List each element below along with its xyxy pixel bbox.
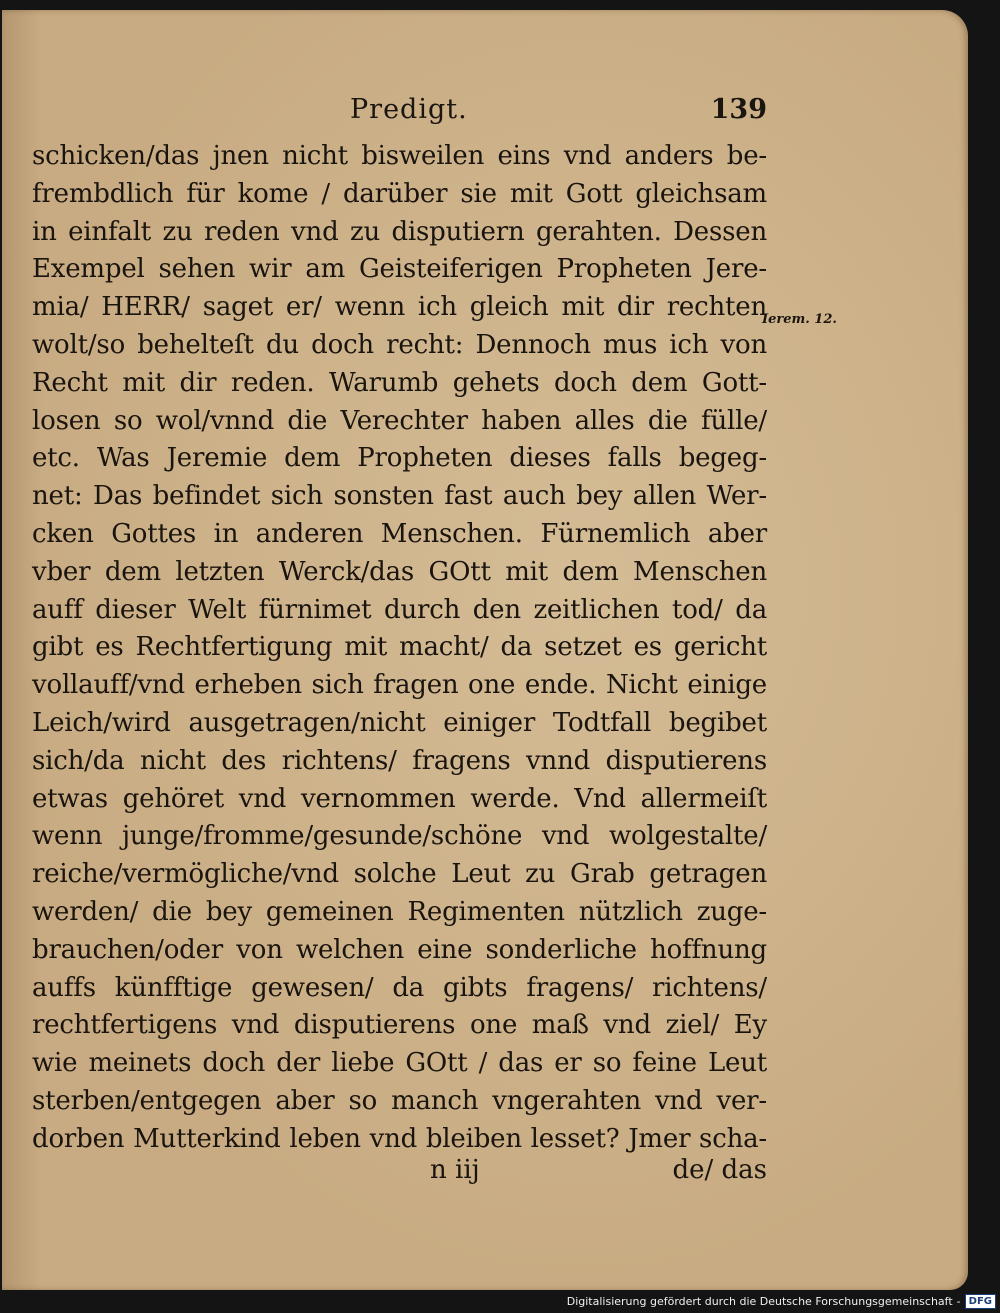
text-line: wolt/so behelteſt du doch recht: Dennoch mus ich von	[32, 329, 767, 360]
text-line: sich/da nicht des richtens/ fragens vnnd disputierens	[32, 745, 767, 776]
text-line: brauchen/oder von welchen eine sonderliche hoffnung	[32, 934, 767, 965]
text-line: etwas gehöret vnd vernommen werde. Vnd allermeiſt	[32, 783, 767, 814]
book-page	[2, 10, 968, 1290]
text-line: mia/ HERR/ saget er/ wenn ich gleich mit dir rechten	[32, 292, 767, 323]
page-number: 139	[710, 94, 767, 125]
text-line: schicken/das jnen nicht bisweilen eins vnd anders be-	[32, 141, 767, 171]
dfg-logo-icon: DFG	[965, 1294, 996, 1309]
text-line: auff dieser Welt fürnimet durch den zeitlichen tod/ da	[32, 594, 767, 625]
text-line: dorben Mutterkind leben vnd bleiben lesset? Jmer scha-	[32, 1123, 767, 1154]
dfg-funding-banner	[567, 1294, 996, 1309]
text-line: in einfalt zu reden vnd zu disputiern gerahten. Dessen	[32, 216, 767, 247]
body-text	[32, 138, 767, 1159]
text-line: werden/ die bey gemeinen Regimenten nützlich zuge-	[32, 896, 767, 927]
banner-separator: -	[956, 1295, 961, 1308]
text-line: net: Das befindet sich sonsten fast auch bey allen Wer-	[32, 481, 767, 512]
text-line: Leich/wird ausgetragen/nicht einiger Todtfall begibet	[32, 707, 767, 738]
text-line: frembdlich für kome / darüber sie mit Gott gleichsam	[32, 178, 767, 209]
text-line: sterben/entgegen aber so manch vngerahten vnd ver-	[32, 1085, 767, 1116]
text-line: reiche/vermögliche/vnd solche Leut zu Grab getragen	[32, 859, 767, 890]
text-line: rechtfertigens vnd disputierens one maß vnd ziel/ Ey	[32, 1010, 767, 1041]
signature-mark: n iij	[430, 1155, 480, 1185]
page-footer	[32, 1155, 767, 1195]
text-line: losen so wol/vnnd die Verechter haben alles die fülle/	[32, 405, 767, 436]
text-line: vber dem letzten Werck/das GOtt mit dem Menschen	[32, 556, 767, 587]
text-line: wenn junge/fromme/gesunde/schöne vnd wolgestalte/	[32, 821, 767, 852]
text-line: Recht mit dir reden. Warumb gehets doch dem Gott-	[32, 367, 767, 398]
marginal-note: Ierem. 12.	[762, 312, 837, 327]
text-line: vollauff/vnd erheben sich fragen one ende. Nicht einige	[32, 670, 767, 701]
text-line: auffs künfftige gewesen/ da gibts fragens/ richtens/	[32, 972, 767, 1003]
text-line: etc. Was Jeremie dem Propheten dieses falls begeg-	[32, 443, 767, 474]
catchword: de/ das	[672, 1155, 767, 1185]
text-line: cken Gottes in anderen Menschen. Fürnemlich aber	[32, 518, 767, 549]
funding-text: Digitalisierung gefördert durch die Deutsche Forschungsgemeinschaft	[566, 1295, 953, 1308]
text-line: gibt es Rechtfertigung mit macht/ da setzet es gericht	[32, 632, 767, 663]
text-line: Exempel sehen wir am Geisteiferigen Propheten Jere-	[32, 254, 767, 285]
running-head: Predigt.	[350, 94, 468, 125]
text-line: wie meinets doch der liebe GOtt / das er so feine Leut	[32, 1048, 767, 1079]
page-header	[32, 94, 767, 134]
